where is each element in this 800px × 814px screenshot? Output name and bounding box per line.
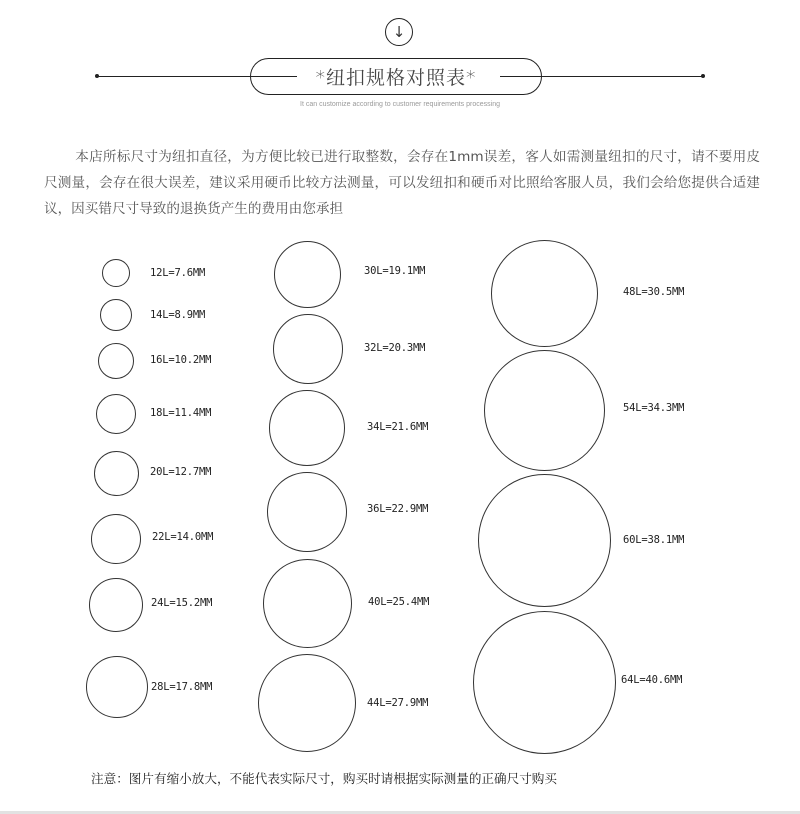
size-label-20l: 20L=12.7MM [150,466,212,478]
page-title [250,58,542,95]
button-circle-18l [96,394,136,434]
size-label-30l: 30L=19.1MM [364,265,426,277]
button-circle-28l [86,656,148,718]
button-circle-30l [274,241,341,308]
size-label-32l: 32L=20.3MM [364,342,426,354]
size-label-54l: 54L=34.3MM [623,402,685,414]
size-label-36l: 36L=22.9MM [367,503,429,515]
size-label-48l: 48L=30.5MM [623,286,685,298]
button-circle-14l [100,299,132,331]
size-label-44l: 44L=27.9MM [367,697,429,709]
button-circle-40l [263,559,352,648]
button-circle-64l [473,611,616,754]
page-subtitle: It can customize according to customer requirements processing [300,101,500,108]
button-circle-34l [269,390,345,466]
size-label-64l: 64L=40.6MM [621,674,683,686]
size-label-60l: 60L=38.1MM [623,534,685,546]
button-circle-16l [98,343,134,379]
size-label-12l: 12L=7.6MM [150,267,206,279]
size-label-14l: 14L=8.9MM [150,309,206,321]
button-circle-54l [484,350,605,471]
intro-text: 本店所标尺寸为纽扣直径，为方便比较已进行取整数，会存在1mm误差，客人如需测量纽扣的尺寸，请不要用皮尺测量，会存在很大误差，建议采用硬币比较方法测量，可以发纽扣和硬币对比照给客服人员，我们会给您提供合适建议，因买错尺寸导致的退换货产生的费用由您承担 [44,149,760,217]
button-circle-20l [94,451,139,496]
size-label-24l: 24L=15.2MM [151,597,213,609]
footer-note: 注意：图片有缩小放大，不能代表实际尺寸，购买时请根据实际测量的正确尺寸购买 [91,771,557,786]
size-label-22l: 22L=14.0MM [152,531,214,543]
button-circle-12l [102,259,130,287]
button-circle-36l [267,472,347,552]
button-circle-32l [273,314,343,384]
button-circle-48l [491,240,598,347]
size-label-28l: 28L=17.8MM [151,681,213,693]
intro-paragraph [44,144,760,222]
button-circle-22l [91,514,141,564]
size-label-16l: 16L=10.2MM [150,354,212,366]
size-label-34l: 34L=21.6MM [367,421,429,433]
arrow-down-icon [385,18,413,46]
button-circle-60l [478,474,611,607]
page-title-text: *纽扣规格对照表* [301,63,490,90]
button-circle-24l [89,578,143,632]
size-label-40l: 40L=25.4MM [368,596,430,608]
size-label-18l: 18L=11.4MM [150,407,212,419]
button-circle-44l [258,654,356,752]
arrow-down-glyph: ↓ [392,22,406,41]
header-line-right-dot [701,74,705,78]
